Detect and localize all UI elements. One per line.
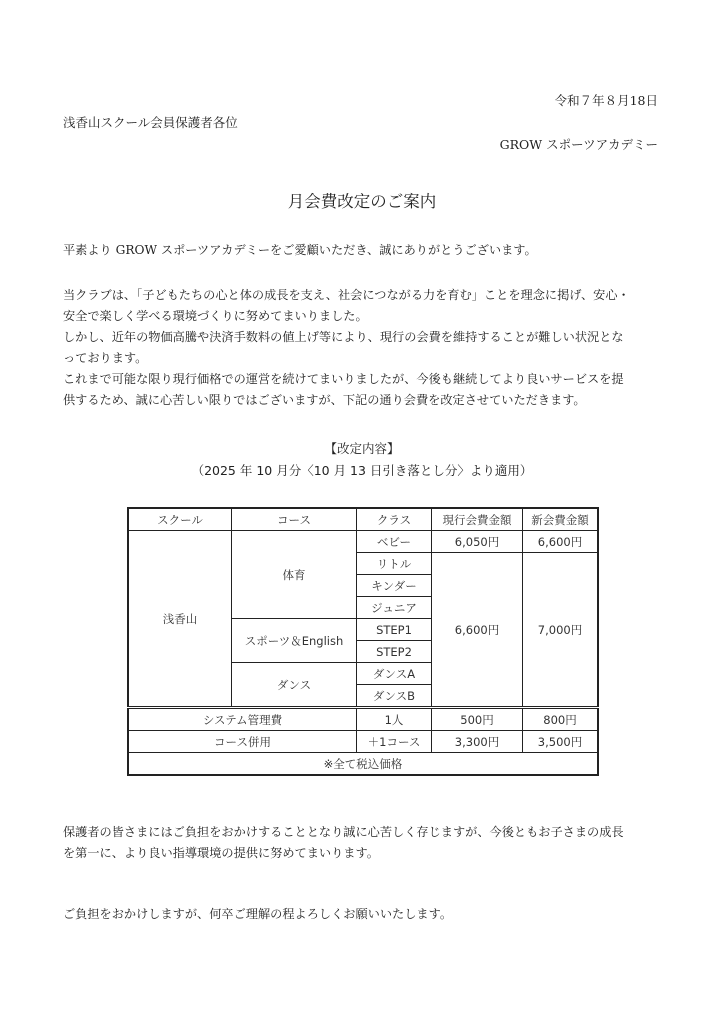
body-paragraph <box>63 285 663 411</box>
class-cell: STEP1 <box>357 619 432 641</box>
body-line: しかし、近年の物価高騰や決済手数料の値上げ等により、現行の会費を維持することが難しい状況とな <box>63 330 624 344</box>
course-combo-row <box>128 731 598 753</box>
body-line: 供するため、誠に心苦しい限りではございますが、下記の通り会費を改定させていただきます。 <box>63 393 586 407</box>
closing-paragraph <box>63 822 663 864</box>
closing-line: を第一に、より良い指導環境の提供に努めてまいります。 <box>63 846 379 860</box>
header-new-fee: 新会費金額 <box>523 508 599 531</box>
course-combo-new: 3,500円 <box>523 731 599 753</box>
course-cell-taiiku: 体育 <box>232 531 357 619</box>
class-cell: STEP2 <box>357 641 432 663</box>
course-cell-dance: ダンス <box>232 663 357 708</box>
course-combo-current: 3,300円 <box>432 731 523 753</box>
current-fee-cell: 6,600円 <box>432 553 523 708</box>
class-cell: ベビー <box>357 531 432 553</box>
header-school: スクール <box>128 508 232 531</box>
body-line: これまで可能な限り現行価格での運営を続けてまいりましたが、今後も継続してより良いサービスを提 <box>63 372 624 386</box>
course-combo-label: コース併用 <box>128 731 357 753</box>
note-row <box>128 753 598 776</box>
body-line: 当クラブは、「子どもたちの心と体の成長を支え、社会につながる力を育む」ことを理念に掲げ、安心・ <box>63 288 630 302</box>
body-line: っております。 <box>63 351 148 365</box>
system-fee-unit: 1人 <box>357 708 432 731</box>
system-fee-row <box>128 708 598 731</box>
body-line: 安全で楽しく学べる環境づくりに努めてまいりました。 <box>63 309 368 323</box>
greeting-paragraph: 平素より GROW スポーツアカデミーをご愛顧いただき、誠にありがとうございます。 <box>63 243 537 257</box>
header-class: クラス <box>357 508 432 531</box>
system-fee-new: 800円 <box>523 708 599 731</box>
class-cell: ジュニア <box>357 597 432 619</box>
class-cell: リトル <box>357 553 432 575</box>
addressee: 浅香山スクール会員保護者各位 <box>63 115 238 130</box>
new-fee-cell: 6,600円 <box>523 531 599 553</box>
closing-line: 保護者の皆さまにはご負担をおかけすることとなり誠に心苦しく存じますが、今後ともお子さまの成長 <box>63 825 624 839</box>
header-current-fee: 現行会費金額 <box>432 508 523 531</box>
class-cell: ダンスA <box>357 663 432 685</box>
fee-table <box>127 507 599 776</box>
course-combo-unit: ＋1コース <box>357 731 432 753</box>
document-date: 令和７年８月18日 <box>554 93 658 108</box>
section-subtitle: （2025 年 10 月分〈10 月 13 日引き落とし分〉より適用） <box>191 463 533 478</box>
system-fee-current: 500円 <box>432 708 523 731</box>
course-cell-sports-english: スポーツ＆English <box>232 619 357 663</box>
current-fee-cell: 6,050円 <box>432 531 523 553</box>
sender-name: GROW スポーツアカデミー <box>499 137 658 152</box>
final-paragraph: ご負担をおかけしますが、何卒ご理解の程よろしくお願いいたします。 <box>63 907 453 921</box>
table-header-row <box>128 508 598 531</box>
tax-note: ※全て税込価格 <box>128 753 598 776</box>
document-title: 月会費改定のご案内 <box>287 192 437 211</box>
section-title: 【改定内容】 <box>324 441 400 456</box>
class-cell: ダンスB <box>357 685 432 708</box>
new-fee-cell: 7,000円 <box>523 553 599 708</box>
class-cell: キンダー <box>357 575 432 597</box>
school-cell: 浅香山 <box>128 531 232 708</box>
system-fee-label: システム管理費 <box>128 708 357 731</box>
header-course: コース <box>232 508 357 531</box>
table-row <box>128 531 598 553</box>
